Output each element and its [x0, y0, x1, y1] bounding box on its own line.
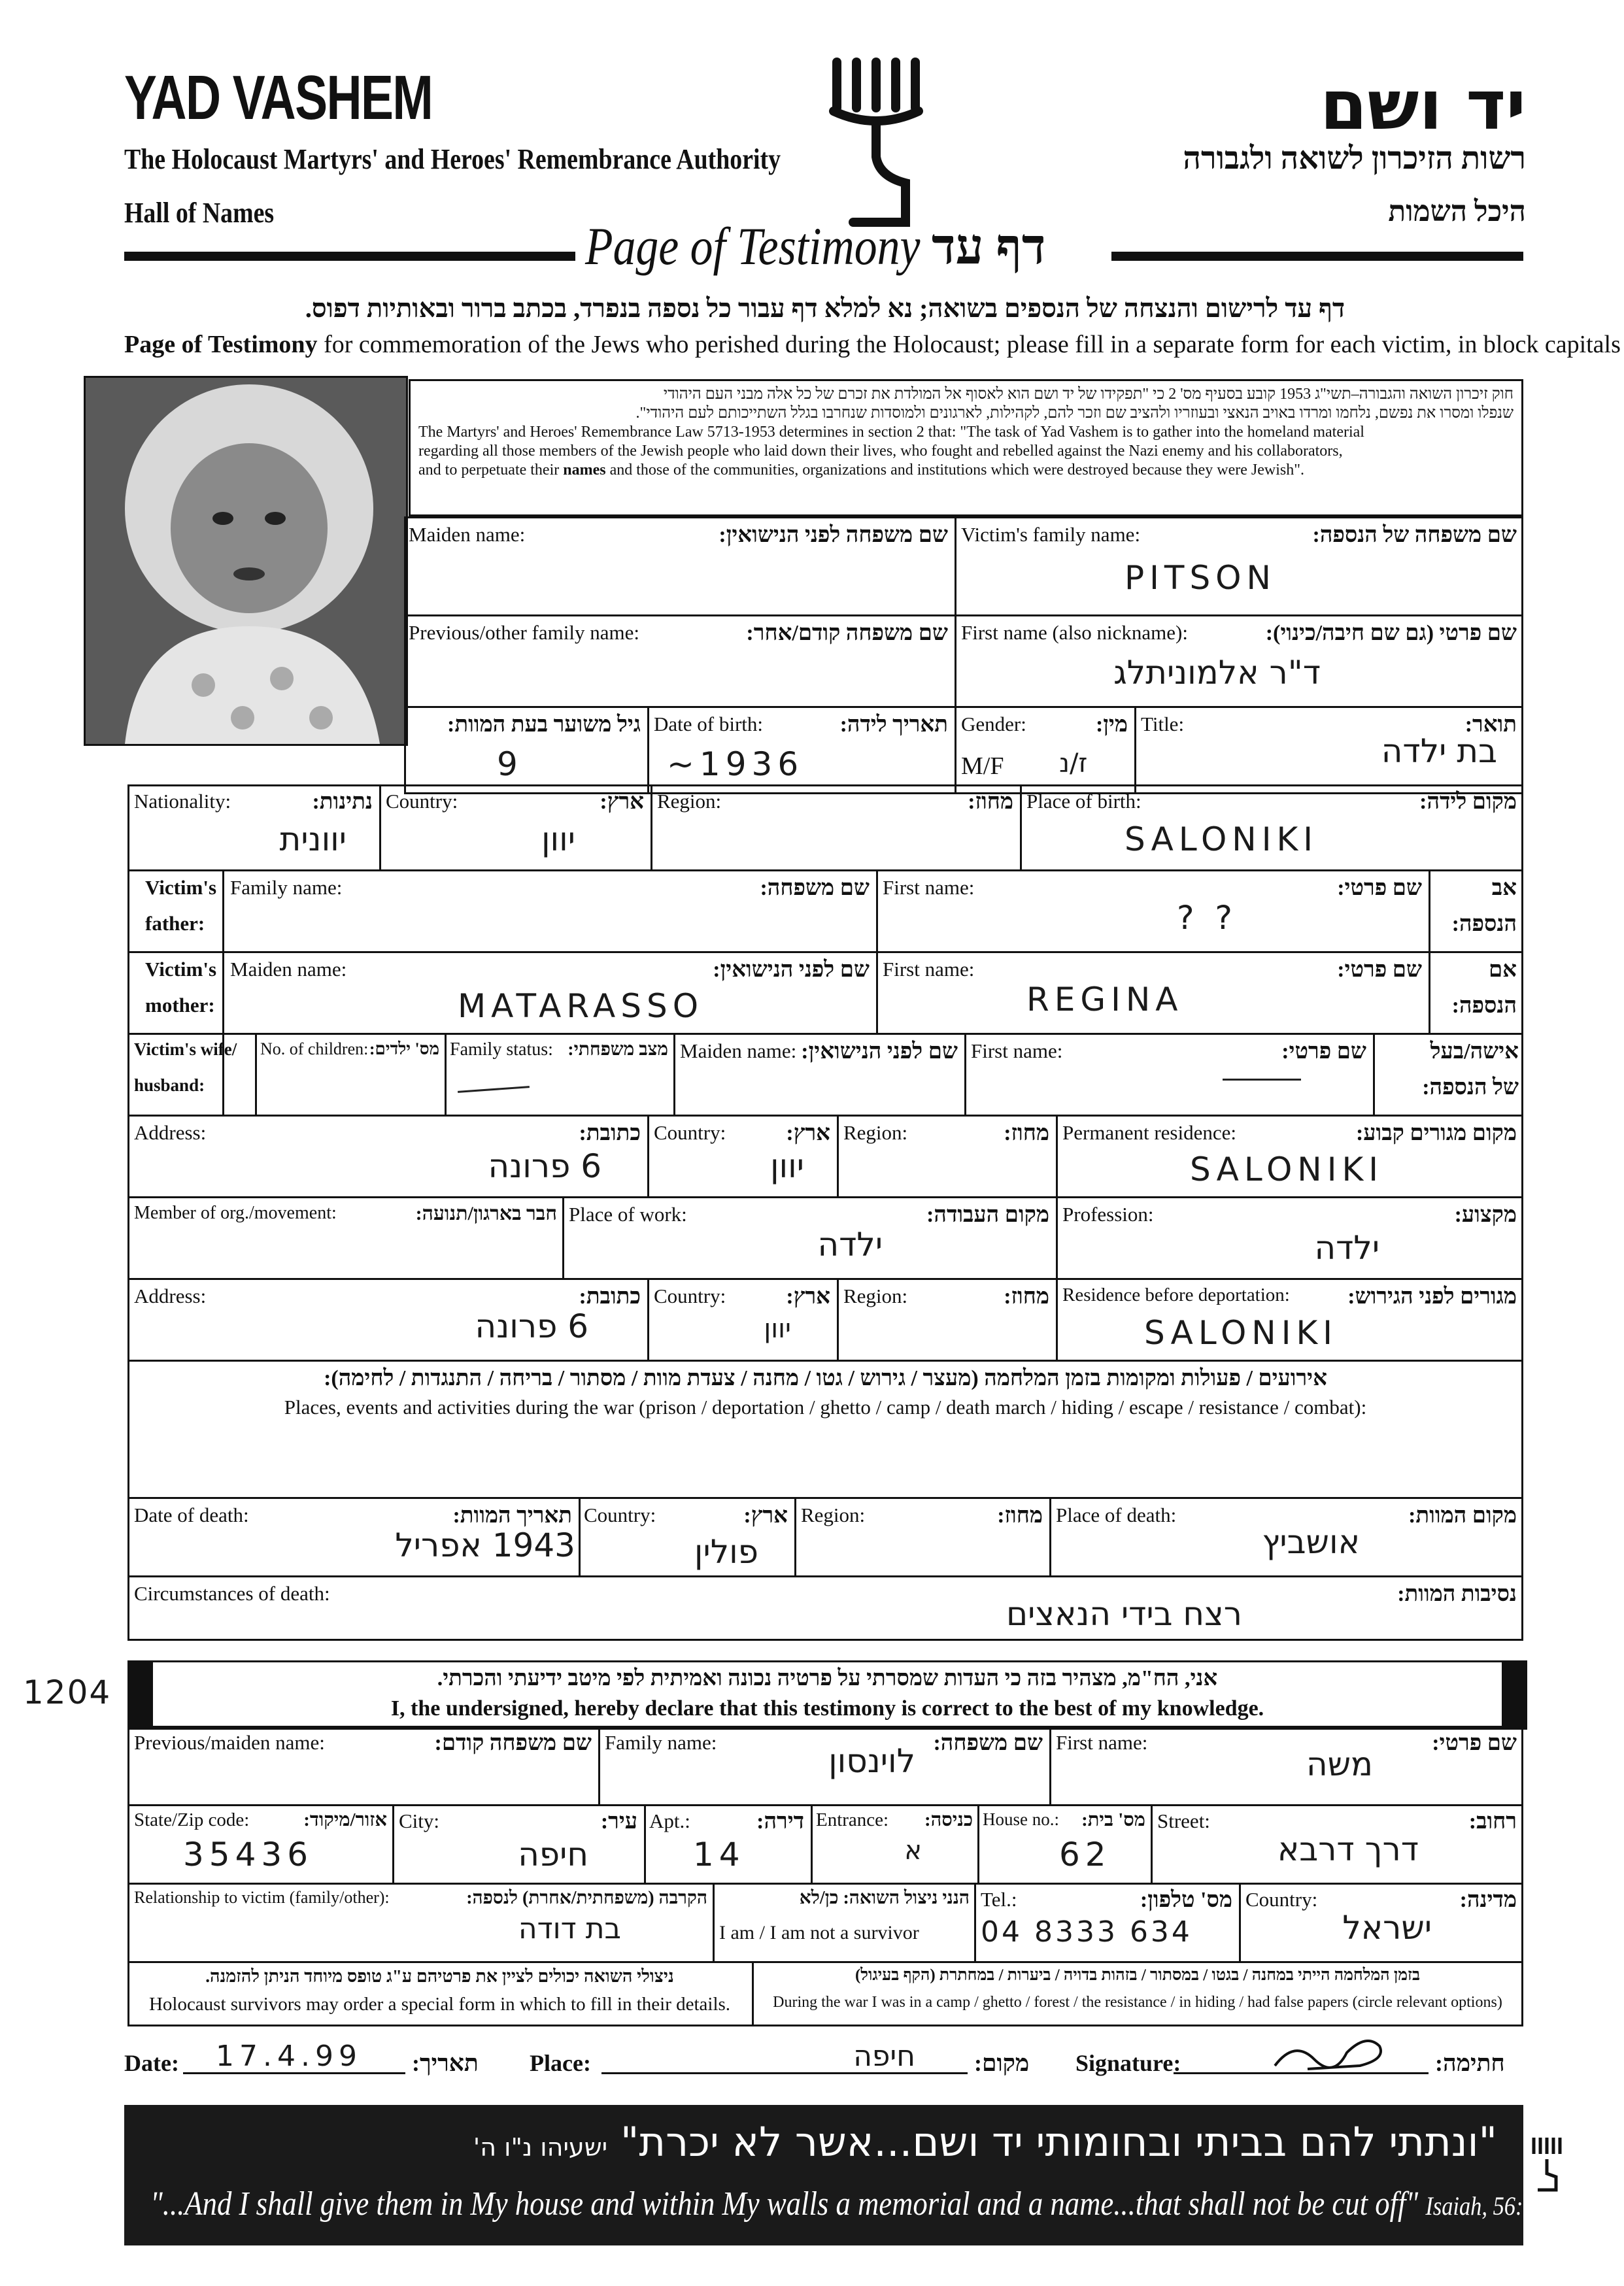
- small-logo-icon: [1530, 2134, 1563, 2193]
- page-title-en: Page of Testimony: [585, 216, 921, 276]
- date-label: Date:: [124, 2050, 179, 2076]
- address2-country-label: Country:: [654, 1285, 726, 1307]
- title-value[interactable]: בת ילדה: [1381, 732, 1497, 770]
- submitter-family-label-he: שם משפחה:: [933, 1731, 1043, 1755]
- place-label-he: מקום:: [974, 2050, 1030, 2076]
- date-value[interactable]: 17.4.99: [216, 2040, 362, 2073]
- region-label-he: מחוז:: [968, 790, 1013, 814]
- divider: [1049, 1497, 1051, 1575]
- title-label: Title:: [1141, 713, 1185, 735]
- relationship-label-he: הקרבה (משפחתית/אחרת) לנספה:: [466, 1888, 707, 1908]
- submitter-family-label: Family name:: [605, 1731, 717, 1754]
- residence-before-deportation-label: Residence before deportation:: [1062, 1285, 1290, 1305]
- death-region-label-he: מחוז:: [997, 1504, 1043, 1528]
- divider: [127, 1883, 1523, 1885]
- zip-label: State/Zip code:: [134, 1809, 250, 1830]
- mother-maiden-value[interactable]: MATARASSO: [458, 987, 704, 1025]
- isaiah-banner: [124, 2105, 1534, 2245]
- declaration-bar-left: [129, 1662, 153, 1728]
- place-of-work-value[interactable]: ילדה: [817, 1226, 883, 1264]
- divider: [127, 1804, 1523, 1806]
- hall-of-names-en: Hall of Names: [124, 197, 275, 229]
- spouse-maiden-label-he: שם לפני הנישואין:: [801, 1039, 958, 1064]
- father-side-label-2: father:: [145, 912, 205, 935]
- spouse-side-label-2: husband:: [134, 1075, 205, 1095]
- divider: [647, 1115, 649, 1196]
- date-label-he: תאריך:: [412, 2050, 479, 2076]
- nationality-label: Nationality:: [134, 790, 231, 813]
- father-family-label-he: שם משפחה:: [760, 876, 870, 900]
- children-label-he: מס' ילדים:: [369, 1039, 439, 1058]
- authority-name-he: רשות הזיכרון לשואה ולגבורה: [1183, 141, 1526, 176]
- divider: [1151, 1804, 1153, 1883]
- address-country-value[interactable]: יוון: [770, 1147, 804, 1185]
- city-label-he: עיר:: [600, 1809, 637, 1834]
- submitter-country-value[interactable]: ישראל: [1342, 1909, 1432, 1947]
- divider: [404, 706, 1523, 708]
- father-first-label: First name:: [883, 876, 975, 899]
- events-label-en: Places, events and activities during the war (prison / deportation / ghetto / camp / death march / hiding / escape / resistance / combat):: [284, 1396, 1367, 1419]
- divider: [1056, 1196, 1058, 1278]
- mother-side-label-1: Victim's: [145, 958, 217, 981]
- law-en-line-2: regarding all those members of the Jewish people who laid down their lives, who fought and rebelled against the Nazi enemy and his collaborators,: [418, 443, 1343, 460]
- divider: [811, 1804, 813, 1883]
- address-region-label: Region:: [843, 1121, 908, 1144]
- nationality-value[interactable]: יוונית: [279, 820, 347, 858]
- spouse-side-label-1: Victim's wife/: [134, 1039, 237, 1059]
- maiden-name-label-he: שם משפחה לפני הנישואין:: [719, 523, 948, 547]
- declaration-he: אני, הח"מ, מצהיר בזה כי העדות שמסרתי על פרטיה נכונה ואמיתית לפי מיטב ידיעתי והכרתי.: [437, 1666, 1218, 1690]
- profession-label-he: מקצוע:: [1454, 1203, 1517, 1227]
- divider: [1373, 1033, 1375, 1115]
- divider: [598, 1726, 600, 1804]
- divider: [579, 1497, 581, 1575]
- mother-side-label-2: mother:: [145, 994, 215, 1017]
- divider: [127, 1360, 1523, 1362]
- tel-value[interactable]: 04 8333 634: [981, 1915, 1193, 1949]
- divider: [222, 869, 224, 1115]
- death-region-label: Region:: [801, 1504, 866, 1526]
- family-name-value[interactable]: PITSON: [1125, 559, 1276, 597]
- family-status-label-he: מצב משפחתי:: [567, 1039, 668, 1060]
- divider: [644, 1804, 646, 1883]
- divider: [752, 1961, 754, 2026]
- address2-country-label-he: ארץ:: [786, 1285, 830, 1309]
- previous-name-label-he: שם משפחה קודם/אחר:: [746, 621, 948, 645]
- street-label: Street:: [1157, 1809, 1210, 1832]
- family-name-label-he: שם משפחה של הנספה:: [1312, 523, 1517, 547]
- nationality-label-he: נתינות:: [312, 790, 373, 814]
- zip-value[interactable]: 35436: [183, 1836, 314, 1874]
- yad-vashem-logo-icon: [827, 52, 925, 235]
- place-value[interactable]: חיפה: [853, 2040, 915, 2073]
- declaration-box: [127, 1660, 1527, 1730]
- circumstances-label: Circumstances of death:: [134, 1582, 330, 1605]
- law-en-line-1: The Martyrs' and Heroes' Remembrance Law 5713-1953 determines in section 2 that: "The task of Yad Vashem is to gather into the homeland material: [418, 424, 1364, 441]
- country-label-he: ארץ:: [600, 790, 644, 814]
- divider: [127, 1115, 1523, 1117]
- previous-name-label: Previous/other family name:: [409, 621, 639, 644]
- date-of-death-label: Date of death:: [134, 1504, 249, 1526]
- mother-maiden-label: Maiden name:: [230, 958, 347, 981]
- divider: [1056, 1115, 1058, 1196]
- authority-name-en: The Holocaust Martyrs' and Heroes' Remembrance Authority: [124, 143, 781, 175]
- address-label: Address:: [134, 1121, 207, 1144]
- country-value[interactable]: יוון: [541, 820, 575, 858]
- submitter-family-value[interactable]: לוינסון: [828, 1742, 915, 1780]
- circumstances-label-he: נסיבות המוות:: [1397, 1582, 1517, 1606]
- spouse-first-label: First name:: [971, 1039, 1063, 1062]
- intro-he: דף עד לרישום והנצחה של הנספים בשואה; נא למלא דף עבור כל נספה בנפרד, בכתב ברור ובאותיות דפוס.: [305, 294, 1345, 323]
- place-of-birth-label: Place of birth:: [1026, 790, 1142, 813]
- death-country-label-he: ארץ:: [743, 1504, 788, 1528]
- title-rule-left: [124, 252, 575, 261]
- region-label: Region:: [657, 790, 722, 813]
- title-label-he: תואר:: [1464, 713, 1517, 737]
- divider: [127, 1033, 1523, 1035]
- address2-region-label: Region:: [843, 1285, 908, 1307]
- survivors-note-en: Holocaust survivors may order a special form in which to fill in their details.: [148, 1994, 731, 2015]
- profession-label: Profession:: [1062, 1203, 1154, 1226]
- spouse-first-dash: [1223, 1079, 1301, 1081]
- permanent-residence-label-he: מקום מגורים קבוע:: [1355, 1121, 1517, 1145]
- first-name-label: First name (also nickname):: [961, 621, 1188, 644]
- country-label: Country:: [386, 790, 458, 813]
- death-country-value[interactable]: פולין: [694, 1533, 758, 1571]
- signature-label-he: חתימה:: [1435, 2050, 1505, 2076]
- divider: [127, 869, 1523, 871]
- declaration-bar-right: [1502, 1662, 1525, 1728]
- place-of-birth-value[interactable]: SALONIKI: [1125, 820, 1318, 858]
- law-he-line-1: חוק זיכרון השואה והגבורה–תשי"ג 1953 קובע בסעיף מס' 2 כי "תפקידו של יד ושם הוא לאסוף אל המולדת את זכרם של כל אלה מבני העם היהודי: [663, 386, 1514, 403]
- divider: [876, 869, 878, 1033]
- submitter-country-label-he: מדינה:: [1459, 1888, 1517, 1912]
- entrance-label: Entrance:: [816, 1809, 889, 1830]
- banner-quote-en: "...And I shall give them in My house and within My walls a memorial and a name...that shall not be cut off" Isaiah, 56:5: [150, 2185, 1534, 2223]
- banner-quote-he: "ונתתי להם בביתי ובחומותי יד ושם...אשר לא יכרת" ישעיהו נ"ו ה': [473, 2118, 1497, 2166]
- date-of-death-label-he: תאריך המוות:: [452, 1504, 572, 1528]
- divider: [977, 1804, 979, 1883]
- maiden-name-label: Maiden name:: [409, 523, 526, 546]
- father-side-he-1: אב: [1491, 876, 1517, 900]
- divider: [255, 1033, 257, 1115]
- victim-photo: [84, 376, 408, 746]
- divider: [127, 1278, 1523, 1280]
- place-of-death-label: Place of death:: [1056, 1504, 1177, 1526]
- divider: [673, 1033, 675, 1115]
- address2-region-label-he: מחוז:: [1004, 1285, 1049, 1309]
- place-of-death-label-he: מקום המוות:: [1408, 1504, 1517, 1528]
- first-name-label-he: שם פרטי (גם שם חיבה/כינוי):: [1265, 621, 1517, 645]
- address2-value[interactable]: 6 פרונה: [475, 1307, 588, 1345]
- law-en-line-3: and to perpetuate their names and those of the communities, organizations and institutions which were destroyed because they were Jewish".: [418, 462, 1305, 479]
- address-country-label-he: ארץ:: [786, 1121, 830, 1145]
- address2-label-he: כתובת:: [579, 1285, 641, 1309]
- mother-maiden-label-he: שם לפני הנישואין:: [713, 958, 870, 982]
- divider: [562, 1196, 564, 1278]
- relationship-label: Relationship to victim (family/other):: [134, 1888, 390, 1907]
- divider: [404, 614, 1523, 616]
- family-status-label: Family status:: [450, 1039, 553, 1060]
- apt-label-he: דירה:: [756, 1809, 804, 1834]
- law-text-box: [409, 379, 1523, 516]
- divider: [127, 1497, 1523, 1499]
- mother-side-he-2: הנספה:: [1451, 994, 1517, 1018]
- father-side-he-2: הנספה:: [1451, 912, 1517, 936]
- residence-before-deportation-value[interactable]: SALONIKI: [1144, 1314, 1338, 1352]
- divider: [127, 1575, 1523, 1577]
- title-rule-right: [1111, 252, 1523, 261]
- entrance-value[interactable]: א: [904, 1836, 922, 1866]
- divider: [713, 1883, 715, 1961]
- during-war-en[interactable]: During the war I was in a camp / ghetto / forest / the resistance / in hiding / had false papers (circle relevant options): [773, 1994, 1502, 2011]
- divider: [1056, 1278, 1058, 1360]
- divider: [127, 1196, 1523, 1198]
- hall-of-names-he: היכל השמות: [1388, 195, 1526, 227]
- spouse-side-he-2: של הנספה:: [1422, 1075, 1519, 1100]
- spouse-maiden-label: Maiden name:: [680, 1039, 797, 1062]
- page-title-he: דף עד: [932, 220, 1046, 275]
- dob-label: Date of birth:: [654, 713, 764, 735]
- residence-before-deportation-label-he: מגורים לפני הגירוש:: [1347, 1285, 1517, 1309]
- divider: [955, 706, 956, 794]
- signature-label: Signature:: [1075, 2050, 1181, 2076]
- place-of-birth-label-he: מקום לידה:: [1419, 790, 1517, 814]
- city-value[interactable]: חיפה: [518, 1836, 588, 1874]
- address-country-label: Country:: [654, 1121, 726, 1144]
- zip-label-he: אזור/מיקוד:: [303, 1809, 387, 1830]
- place-of-work-label: Place of work:: [569, 1203, 687, 1226]
- survivors-note-he: ניצולי השואה יכולים לציין את פרטיהם ע"ג טופס מיוחד הניתן להזמנה.: [205, 1966, 674, 1986]
- house-no-label: House no.:: [983, 1809, 1059, 1829]
- children-label: No. of children:: [260, 1039, 369, 1058]
- relationship-value[interactable]: בת דודה: [518, 1912, 621, 1945]
- permanent-residence-value[interactable]: SALONIKI: [1190, 1151, 1383, 1188]
- dob-label-he: תאריך לידה:: [839, 713, 948, 737]
- tel-label: Tel.:: [981, 1888, 1017, 1911]
- address-value[interactable]: 6 פרונה: [488, 1147, 601, 1185]
- gender-value[interactable]: ז/נ: [1059, 748, 1088, 779]
- submitter-prev-label: Previous/maiden name:: [134, 1731, 325, 1754]
- address-region-label-he: מחוז:: [1004, 1121, 1049, 1145]
- dob-value[interactable]: ~1936: [667, 745, 804, 783]
- divider: [379, 784, 381, 869]
- father-first-label-he: שם פרטי:: [1337, 876, 1422, 900]
- divider: [1429, 869, 1430, 1033]
- place-of-death-value[interactable]: אושביץ: [1262, 1523, 1360, 1561]
- divider: [647, 1278, 649, 1360]
- mother-first-label: First name:: [883, 958, 975, 981]
- divider: [964, 1033, 966, 1115]
- divider: [1134, 706, 1136, 794]
- age-label-he: גיל משוער בעת המוות:: [447, 713, 641, 737]
- spouse-first-label-he: שם פרטי:: [1281, 1039, 1366, 1064]
- house-no-label-he: מס' בית:: [1081, 1809, 1145, 1830]
- submitter-country-label: Country:: [1245, 1888, 1318, 1911]
- member-org-label-he: חבר בארגון/תנועה:: [415, 1203, 557, 1224]
- survivor-label-en[interactable]: I am / I am not a survivor: [719, 1922, 919, 1943]
- street-label-he: רחוב:: [1468, 1809, 1517, 1834]
- profession-value[interactable]: ילדה: [1314, 1229, 1379, 1267]
- gender-options: M/F: [961, 752, 1004, 780]
- street-value[interactable]: דרך דרבא: [1277, 1830, 1419, 1868]
- divider: [1239, 1883, 1241, 1961]
- death-country-label: Country:: [584, 1504, 656, 1526]
- mother-side-he-1: אם: [1488, 958, 1517, 982]
- submitter-first-label: First name:: [1056, 1731, 1148, 1754]
- first-name-value[interactable]: ד"ר אלמוניתלג: [1113, 654, 1321, 692]
- divider: [445, 1033, 447, 1115]
- submitter-first-value[interactable]: משה: [1306, 1745, 1373, 1783]
- address2-label: Address:: [134, 1285, 207, 1307]
- divider: [1049, 1726, 1051, 1804]
- survivor-label-he: הנני ניצול השואה: כן/לא: [799, 1888, 970, 1908]
- divider: [127, 1961, 1523, 1963]
- father-family-label: Family name:: [230, 876, 343, 899]
- date-of-death-value[interactable]: 1943 אפריל: [395, 1526, 575, 1564]
- tel-label-he: מס' טלפון:: [1140, 1888, 1232, 1912]
- circumstances-value[interactable]: רצח בידי הנאצים: [1006, 1595, 1242, 1633]
- intro-en: Page of Testimony for commemoration of the Jews who perished during the Holocaust; please fill in a separate form for each victim, in block capitals: [124, 331, 1621, 358]
- signature-mark-icon: [1268, 2026, 1399, 2079]
- org-name-en: YAD VASHEM: [124, 63, 433, 133]
- divider: [392, 1804, 394, 1883]
- father-side-label-1: Victim's: [145, 876, 217, 899]
- declaration-en: I, the undersigned, hereby declare that this testimony is correct to the best of my knowledge.: [390, 1696, 1264, 1721]
- family-name-label: Victim's family name:: [961, 523, 1141, 546]
- house-no-value[interactable]: 62: [1059, 1836, 1111, 1874]
- address-label-he: כתובת:: [579, 1121, 641, 1145]
- apt-value[interactable]: 14: [693, 1836, 745, 1874]
- father-first-value[interactable]: ? ?: [1177, 899, 1238, 937]
- org-name-he: יד ושם: [1320, 65, 1526, 145]
- margin-note: 1204: [23, 1673, 112, 1711]
- gender-label-he: מין:: [1095, 713, 1128, 737]
- divider: [1020, 784, 1022, 869]
- law-he-line-2: שנפלו ומסרו את נפשם, נלחמו ומרדו באויב הנאצי ובעוזריו ולהציב שם וזכר להם, לקהילות, לארגונים ולמוסדות שנחרבו בגלל השתייכותם לעם היהודי".: [635, 405, 1514, 422]
- divider: [837, 1278, 839, 1360]
- during-war-he: בזמן המלחמה הייתי במחנה / בגטו / במסתור / בזהות בדויה / ביערות / במחתרת (הקף בעיגול): [854, 1966, 1421, 1984]
- divider: [127, 951, 1523, 953]
- mother-first-value[interactable]: REGINA: [1026, 981, 1183, 1018]
- mother-first-label-he: שם פרטי:: [1337, 958, 1422, 982]
- place-of-work-label-he: מקום העבודה:: [926, 1203, 1049, 1227]
- gender-label: Gender:: [961, 713, 1026, 735]
- apt-label: Apt.:: [649, 1809, 690, 1832]
- events-label-he: אירועים / פעולות ומקומות בזמן המלחמה (מעצר / גירוש / גטו / מחנה / צעדת מוות / מסתור / בריחה / התנגדות / לחימה):: [324, 1366, 1327, 1390]
- divider: [647, 706, 649, 794]
- member-org-label: Member of org./movement:: [134, 1203, 337, 1223]
- city-label: City:: [399, 1809, 440, 1832]
- spouse-side-he-1: אישה/בעל: [1430, 1039, 1519, 1064]
- entrance-label-he: כניסה:: [924, 1809, 973, 1830]
- submitter-prev-label-he: שם משפחה קודם:: [434, 1731, 592, 1755]
- address2-country-value[interactable]: יוון: [764, 1314, 791, 1344]
- divider: [974, 1883, 976, 1961]
- age-value[interactable]: 9: [497, 745, 523, 783]
- submitter-first-label-he: שם פרטי:: [1432, 1731, 1517, 1755]
- place-label: Place:: [530, 2050, 591, 2076]
- divider: [794, 1497, 796, 1575]
- permanent-residence-label: Permanent residence:: [1062, 1121, 1236, 1144]
- divider: [837, 1115, 839, 1196]
- divider: [651, 784, 652, 869]
